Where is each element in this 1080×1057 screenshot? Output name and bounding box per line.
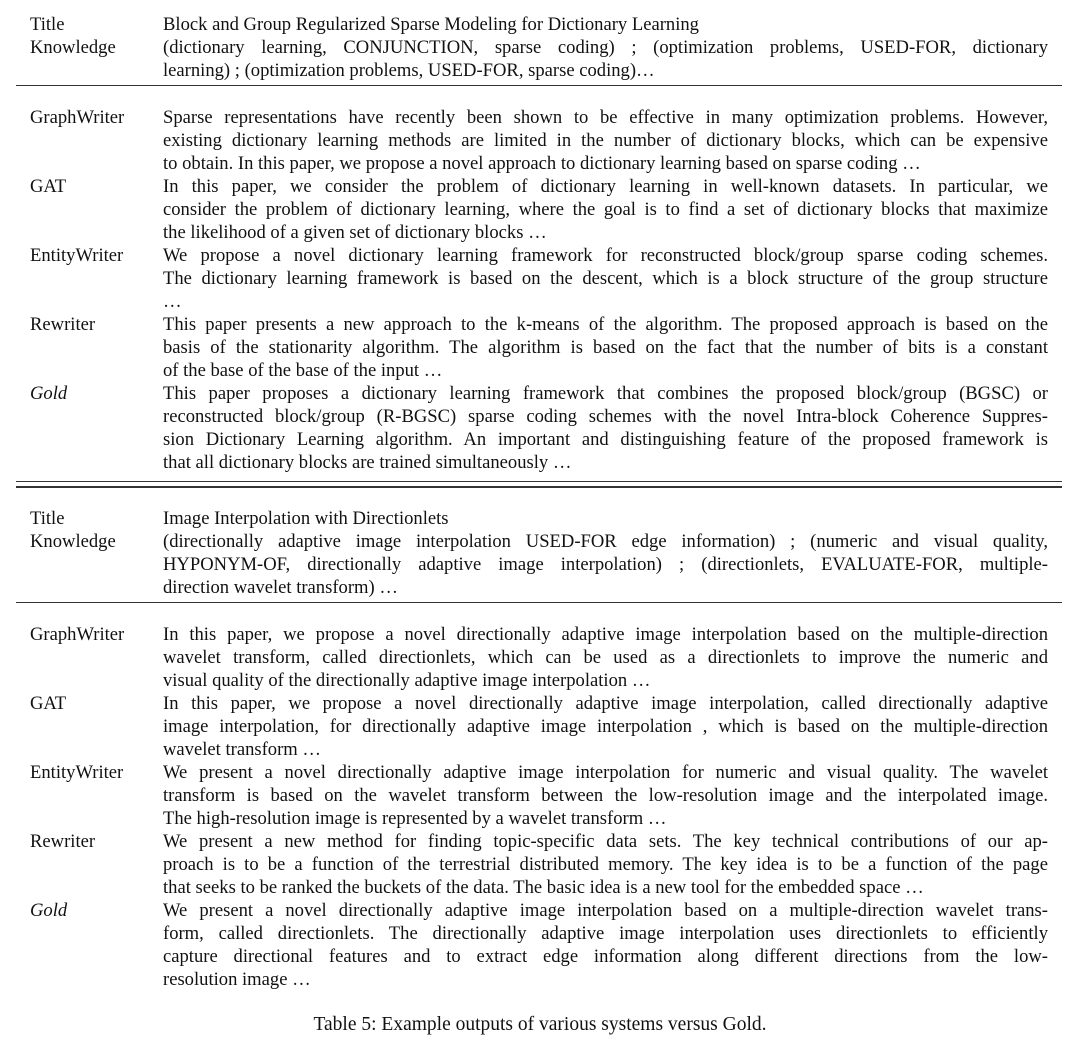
- header-row-title: [30, 507, 1048, 530]
- text-line: This paper presents a new approach to the k-means of the algorithm. The proposed approach is based on the: [163, 314, 1048, 335]
- text-line: The high-resolution image is represented by a wavelet transform …: [163, 808, 667, 829]
- text-line: HYPONYM-OF, directionally adaptive image interpolation) ; (directionlets, EVALUATE-FOR, multiple-: [163, 554, 1048, 575]
- row-label: Knowledge: [30, 531, 116, 552]
- system-row-entitywriter: [30, 761, 1048, 830]
- example-outputs-table: [16, 13, 1062, 991]
- text-line: (directionally adaptive image interpolation USED-FOR edge information) ; (numeric and visual quality,: [163, 531, 1048, 552]
- row-text: [163, 761, 1048, 830]
- text-line: reconstructed block/group (R-BGSC) sparse coding schemes with the novel Intra-block Coherence Suppres-: [163, 406, 1048, 427]
- row-label: EntityWriter: [30, 245, 124, 266]
- header-row-knowledge: [30, 530, 1048, 599]
- text-line: …: [163, 291, 182, 312]
- section-header: [16, 13, 1062, 82]
- text-line: We present a novel directionally adaptive image interpolation based on a multiple-direction wavelet trans-: [163, 900, 1048, 921]
- text-line: learning) ; (optimization problems, USED-FOR, sparse coding)…: [163, 60, 655, 81]
- text-line: sion Dictionary Learning algorithm. An important and distinguishing feature of the proposed framework is: [163, 429, 1048, 450]
- header-row-title: [30, 13, 1048, 36]
- row-label: EntityWriter: [30, 762, 124, 783]
- row-label: Knowledge: [30, 37, 116, 58]
- text-line: the likelihood of a given set of dictionary blocks …: [163, 222, 547, 243]
- section-header: [16, 507, 1062, 599]
- text-line: form, called directionlets. The directionally adaptive image interpolation uses directionlets to efficiently: [163, 923, 1048, 944]
- text-line: We present a new method for finding topic-specific data sets. The key technical contributions of our ap-: [163, 831, 1048, 852]
- text-line: transform is based on the wavelet transform between the low-resolution image and the interpolated image.: [163, 785, 1048, 806]
- row-label: Rewriter: [30, 831, 96, 852]
- row-text: [163, 36, 1048, 82]
- text-line: consider the problem of dictionary learning, where the goal is to find a set of dictionary blocks that maximize: [163, 199, 1048, 220]
- system-row-gat: [30, 692, 1048, 761]
- section-double-divider: [16, 481, 1062, 488]
- text-line: basis of the stationarity algorithm. The algorithm is based on the fact that the number of bits is a constant: [163, 337, 1048, 358]
- text-line: proach is to be a function of the terrestrial distributed memory. The key idea is to be a function of the page: [163, 854, 1048, 875]
- text-line: wavelet transform …: [163, 739, 321, 760]
- row-text: [163, 530, 1048, 599]
- row-label: GAT: [30, 176, 67, 197]
- row-text: [163, 175, 1048, 244]
- row-text: [163, 382, 1048, 474]
- table-caption: Table 5: Example outputs of various systems versus Gold.: [313, 1014, 767, 1035]
- section-body: [16, 106, 1062, 474]
- text-line: In this paper, we consider the problem of dictionary learning in well-known datasets. In particular, we: [163, 176, 1048, 197]
- text-line: wavelet transform, called directionlets, which can be used as a directionlets to improve the numeric and: [163, 647, 1048, 668]
- system-row-rewriter: [30, 313, 1048, 382]
- text-line: capture directional features and to extract edge information along different directions from the low-: [163, 946, 1048, 967]
- text-line: (dictionary learning, CONJUNCTION, sparse coding) ; (optimization problems, USED-FOR, dictionary: [163, 37, 1048, 58]
- text-line: In this paper, we propose a novel directionally adaptive image interpolation based on the multiple-direction: [163, 624, 1048, 645]
- row-label: Title: [30, 14, 65, 35]
- header-row-knowledge: [30, 36, 1048, 82]
- system-row-graphwriter: [30, 623, 1048, 692]
- row-text: [163, 692, 1048, 761]
- header-divider: [16, 602, 1062, 603]
- row-text: [163, 623, 1048, 692]
- row-label: Title: [30, 508, 65, 529]
- row-label: Rewriter: [30, 314, 96, 335]
- row-label: GraphWriter: [30, 624, 125, 645]
- system-row-rewriter: [30, 830, 1048, 899]
- row-text: [163, 507, 1048, 530]
- text-line: image interpolation, for directionally adaptive image interpolation , which is based on the multiple-direction: [163, 716, 1048, 737]
- text-line: This paper proposes a dictionary learning framework that combines the proposed block/group (BGSC) or: [163, 383, 1048, 404]
- text-line: Sparse representations have recently been shown to be effective in many optimization problems. However,: [163, 107, 1048, 128]
- text-line: The dictionary learning framework is based on the descent, which is a block structure of the group structure: [163, 268, 1048, 289]
- system-row-entitywriter: [30, 244, 1048, 313]
- text-line: existing dictionary learning methods are limited in the number of dictionary blocks, which can be expensive: [163, 130, 1048, 151]
- text-line: that seeks to be ranked the buckets of the data. The basic idea is a new tool for the embedded space …: [163, 877, 924, 898]
- row-text: [163, 106, 1048, 175]
- row-text: [163, 13, 1048, 36]
- text-line: visual quality of the directionally adaptive image interpolation …: [163, 670, 651, 691]
- system-row-gat: [30, 175, 1048, 244]
- text-line: Block and Group Regularized Sparse Modeling for Dictionary Learning: [163, 14, 699, 35]
- row-label: Gold: [30, 383, 68, 404]
- text-line: resolution image …: [163, 969, 311, 990]
- text-line: to obtain. In this paper, we propose a novel approach to dictionary learning based on sparse coding …: [163, 153, 921, 174]
- row-text: [163, 244, 1048, 313]
- text-line: In this paper, we propose a novel directionally adaptive image interpolation, called directionally adaptive: [163, 693, 1048, 714]
- system-row-gold: [30, 899, 1048, 991]
- text-line: Image Interpolation with Directionlets: [163, 508, 449, 529]
- system-row-graphwriter: [30, 106, 1048, 175]
- row-label: Gold: [30, 900, 68, 921]
- text-line: direction wavelet transform) …: [163, 577, 398, 598]
- row-text: [163, 830, 1048, 899]
- text-line: We propose a novel dictionary learning framework for reconstructed block/group sparse coding schemes.: [163, 245, 1048, 266]
- row-text: [163, 313, 1048, 382]
- text-line: of the base of the base of the input …: [163, 360, 443, 381]
- header-divider: [16, 85, 1062, 86]
- text-line: that all dictionary blocks are trained simultaneously …: [163, 452, 572, 473]
- text-line: We present a novel directionally adaptive image interpolation for numeric and visual quality. The wavelet: [163, 762, 1048, 783]
- system-row-gold: [30, 382, 1048, 474]
- row-label: GraphWriter: [30, 107, 125, 128]
- row-text: [163, 899, 1048, 991]
- row-label: GAT: [30, 693, 67, 714]
- section-body: [16, 623, 1062, 991]
